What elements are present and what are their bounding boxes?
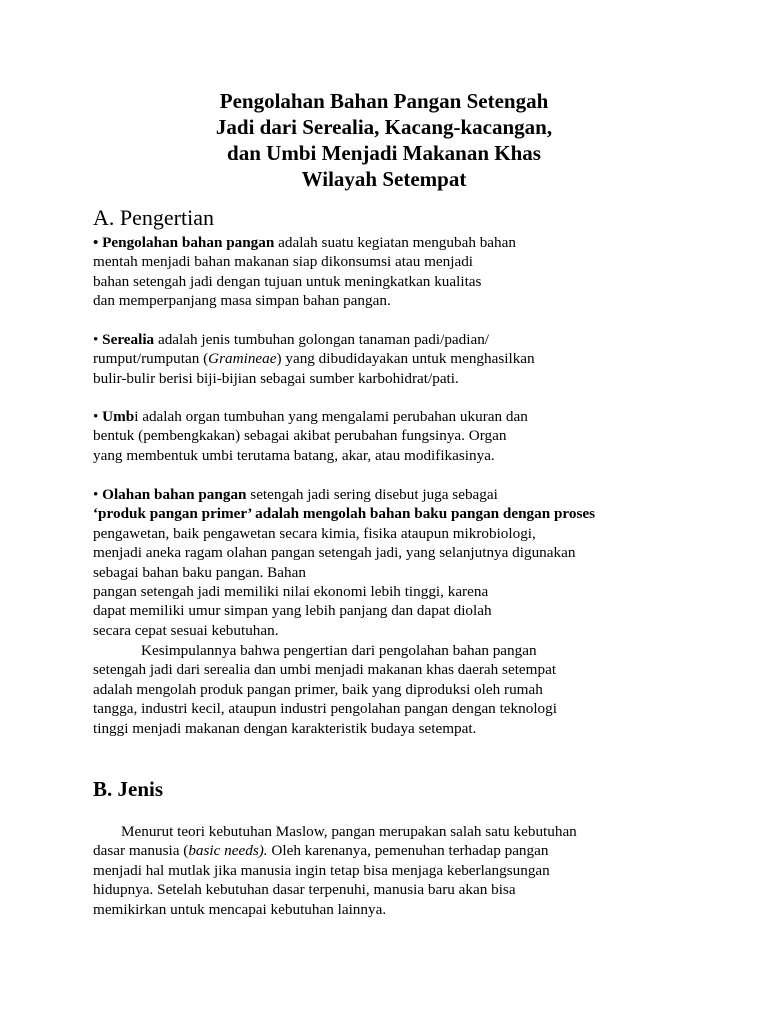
paragraph-pengolahan <box>93 233 683 311</box>
paragraph-line <box>93 485 683 504</box>
term-bold: Umb <box>102 408 135 425</box>
paragraph-line: tangga, industri kecil, ataupun industri pengolahan pangan dengan teknologi <box>93 700 557 718</box>
text-run: adalah suatu kegiatan mengubah bahan <box>274 234 516 251</box>
paragraph-line-bold: ‘produk pangan primer’ adalah mengolah bahan baku pangan dengan proses <box>93 505 596 523</box>
paragraph-line: adalah mengolah produk pangan primer, baik yang diproduksi oleh rumah <box>93 680 543 698</box>
paragraph-line: menjadi aneka ragam olahan pangan setengah jadi, yang selanjutnya digunakan <box>93 544 576 562</box>
bullet: • <box>93 331 99 348</box>
paragraph-line: bulir-bulir berisi biji-bijian sebagai sumber karbohidrat/pati. <box>93 369 459 387</box>
paragraph-olahan <box>93 485 683 640</box>
paragraph-line <box>93 349 683 368</box>
text-run: Oleh karenanya, pemenuhan terhadap pangan <box>267 842 549 860</box>
term-bold: Olahan bahan pangan <box>102 486 247 503</box>
bullet: • <box>93 234 99 251</box>
paragraph-maslow <box>93 822 683 919</box>
title-line: dan Umbi Menjadi Makanan Khas <box>227 141 541 165</box>
title-line: Pengolahan Bahan Pangan Setengah <box>219 89 549 113</box>
paragraph-line: setengah jadi dari serealia dan umbi menjadi makanan khas daerah setempat <box>93 661 557 679</box>
bullet: • <box>93 486 99 503</box>
text-run: dasar manusia ( <box>93 842 189 860</box>
paragraph-line <box>93 233 683 252</box>
section-b-heading: B. Jenis <box>93 777 164 801</box>
paragraph-line: Menurut teori kebutuhan Maslow, pangan merupakan salah satu kebutuhan <box>121 823 577 840</box>
term-italic: Gramineae <box>208 350 277 368</box>
paragraph-line <box>93 841 683 860</box>
paragraph-line: memikirkan untuk mencapai kebutuhan lainnya. <box>93 900 387 918</box>
paragraph-line: pengawetan, baik pengawetan secara kimia, fisika ataupun mikrobiologi, <box>93 524 536 542</box>
text-run: i adalah organ tumbuhan yang mengalami perubahan ukuran dan <box>134 408 528 425</box>
paragraph-line <box>93 407 683 426</box>
paragraph-line: hidupnya. Setelah kebutuhan dasar terpenuhi, manusia baru akan bisa <box>93 881 516 899</box>
paragraph-kesimpulan <box>93 641 683 738</box>
paragraph-line <box>93 330 683 349</box>
text-run: rumput/rumputan ( <box>93 350 209 368</box>
paragraph-line: sebagai bahan baku pangan. Bahan <box>93 563 306 581</box>
term-bold: Serealia <box>102 331 155 348</box>
text-run: setengah jadi sering disebut juga sebagai <box>246 486 498 503</box>
paragraph-line: mentah menjadi bahan makanan siap dikonsumsi atau menjadi <box>93 253 474 271</box>
text-run: ) yang dibudidayakan untuk menghasilkan <box>276 350 535 368</box>
paragraph-line: Kesimpulannya bahwa pengertian dari pengolahan bahan pangan <box>141 642 537 659</box>
paragraph-line: pangan setengah jadi memiliki nilai ekonomi lebih tinggi, karena <box>93 583 489 601</box>
paragraph-line: bentuk (pembengkakan) sebagai akibat perubahan fungsinya. Organ <box>93 427 507 445</box>
paragraph-line: bahan setengah jadi dengan tujuan untuk meningkatkan kualitas <box>93 272 482 290</box>
document-title <box>100 88 668 192</box>
title-line: Jadi dari Serealia, Kacang-kacangan, <box>215 115 553 139</box>
paragraph-line: secara cepat sesuai kebutuhan. <box>93 621 279 639</box>
paragraph-line: menjadi hal mutlak jika manusia ingin tetap bisa menjaga keberlangsungan <box>93 861 550 879</box>
text-run: adalah jenis tumbuhan golongan tanaman padi/padian/ <box>154 331 490 348</box>
paragraph-line: tinggi menjadi makanan dengan karakteristik budaya setempat. <box>93 719 477 737</box>
paragraph-line: yang membentuk umbi terutama batang, akar, atau modifikasinya. <box>93 446 495 464</box>
title-line: Wilayah Setempat <box>301 167 467 191</box>
bullet: • <box>93 408 99 425</box>
paragraph-serealia <box>93 330 683 388</box>
term-italic: basic needs). <box>188 842 268 860</box>
paragraph-line: dapat memiliki umur simpan yang lebih panjang dan dapat diolah <box>93 602 492 620</box>
term-bold: Pengolahan bahan pangan <box>102 234 275 251</box>
paragraph-umbi <box>93 407 683 465</box>
section-a-heading: A. Pengertian <box>93 205 214 230</box>
paragraph-line: dan memperpanjang masa simpan bahan pangan. <box>93 292 391 310</box>
